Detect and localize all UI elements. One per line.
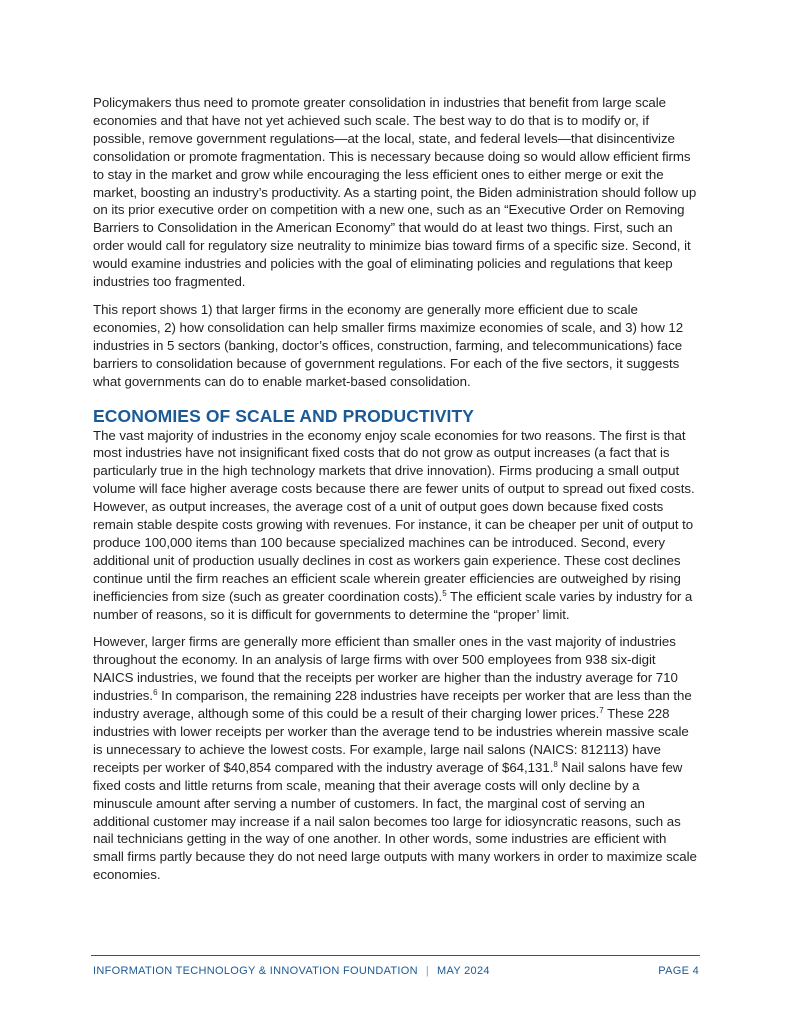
page-footer: [93, 964, 699, 978]
page-number: PAGE 4: [658, 965, 699, 977]
footnote-ref-5[interactable]: 5: [442, 588, 447, 598]
text-run: However, larger firms are generally more efficient than smaller ones in the vast majority of industries throughout the economy. In an analysis of large firms with over 500 employees from 938 six-digit NAICS industries, we found that the receipts per worker are higher than the industry average for 710 industries.: [93, 634, 678, 704]
section-heading: ECONOMIES OF SCALE AND PRODUCTIVITY: [93, 405, 475, 426]
report-body: [93, 94, 699, 894]
footer-date: MAY 2024: [437, 965, 490, 977]
footer-divider: [91, 955, 700, 956]
text-run: Nail salons have few fixed costs and little returns from scale, meaning that their average costs will only decline by a minuscule amount after serving a number of customers. In fact, the marginal cost of serving an additional customer may increase if a nail salon becomes too large for idiosyncratic reasons, such as nail technicians getting in the way of one another. In other words, some industries are efficient with small firms partly because they do not need large outputs with many workers in order to maximize scale economies.: [93, 759, 697, 883]
text-run: These 228 industries with lower receipts per worker than the average tend to be industries wherein massive scale is unnecessary to achieve the lowest costs. For example, large nail salons (NAICS: 812113) have receipts per worker of $40,854 compared with the industry average of $64,131.: [93, 706, 689, 775]
paragraph-larger-firms: [93, 633, 699, 884]
footer-separator: |: [425, 965, 430, 977]
footer-organization: INFORMATION TECHNOLOGY & INNOVATION FOUNDATION: [93, 965, 418, 977]
text-run: In comparison, the remaining 228 industries have receipts per worker that are less than the industry average, although some of this could be a result of their charging lower prices.: [93, 688, 692, 722]
footnote-ref-6[interactable]: 6: [153, 688, 158, 698]
text-run: The efficient scale varies by industry for a number of reasons, so it is difficult for governments to determine the “proper’ limit.: [93, 588, 693, 622]
paragraph-consolidation: Policymakers thus need to promote greater consolidation in industries that benefit from large scale economies and that have not yet achieved such scale. The best way to do that is to modify or, if possible, remove government regulations—at the local, state, and federal levels—that disincentivize consolidation or promote fragmentation. This is necessary because doing so would allow efficient firms to stay in the market and grow while encouraging the less efficient ones to either merge or exit the market, boosting an industry’s productivity. As a starting point, the Biden administration should follow up on its prior executive order on competition with a new one, such as an “Executive Order on Removing Barriers to Consolidation in the American Economy” that would do at least two things. First, such an order would call for regulatory size neutrality to minimize bias toward firms of a specific size. Second, it would examine industries and policies with the goal of eliminating policies and regulations that keep industries too fragmented.: [93, 95, 697, 290]
footnote-ref-8[interactable]: 8: [553, 759, 558, 769]
paragraph-report-overview: This report shows 1) that larger firms in the economy are generally more efficient due to scale economies, 2) how consolidation can help smaller firms maximize economies of scale, and 3) how 12 industries in 5 sectors (banking, doctor’s offices, construction, farming, and telecommunications) face barriers to consolidation because of government regulations. For each of the five sectors, it suggests what governments can do to enable market-based consolidation.: [93, 301, 684, 389]
footnote-ref-7[interactable]: 7: [599, 706, 604, 716]
paragraph-scale-economies: [93, 427, 699, 624]
text-run: The vast majority of industries in the economy enjoy scale economies for two reasons. The first is that most industries have not insignificant fixed costs that do not grow as output increases (a fact that is particularly true in the high technology markets that drive innovation). Firms producing a small output volume will face higher average costs because there are fewer units of output to spread out fixed costs. However, as output increases, the average cost of a unit of output goes down because fixed costs remain stable despite costs growing with revenues. For instance, it can be cheaper per unit of output to produce 100,000 items than 100 because specialized machines can be introduced. Second, every additional unit of production usually declines in cost as workers gain experience. These cost declines continue until the firm reaches an efficient scale wherein greater efficiencies are outweighed by rising inefficiencies from size (such as greater coordination costs).: [93, 427, 695, 604]
